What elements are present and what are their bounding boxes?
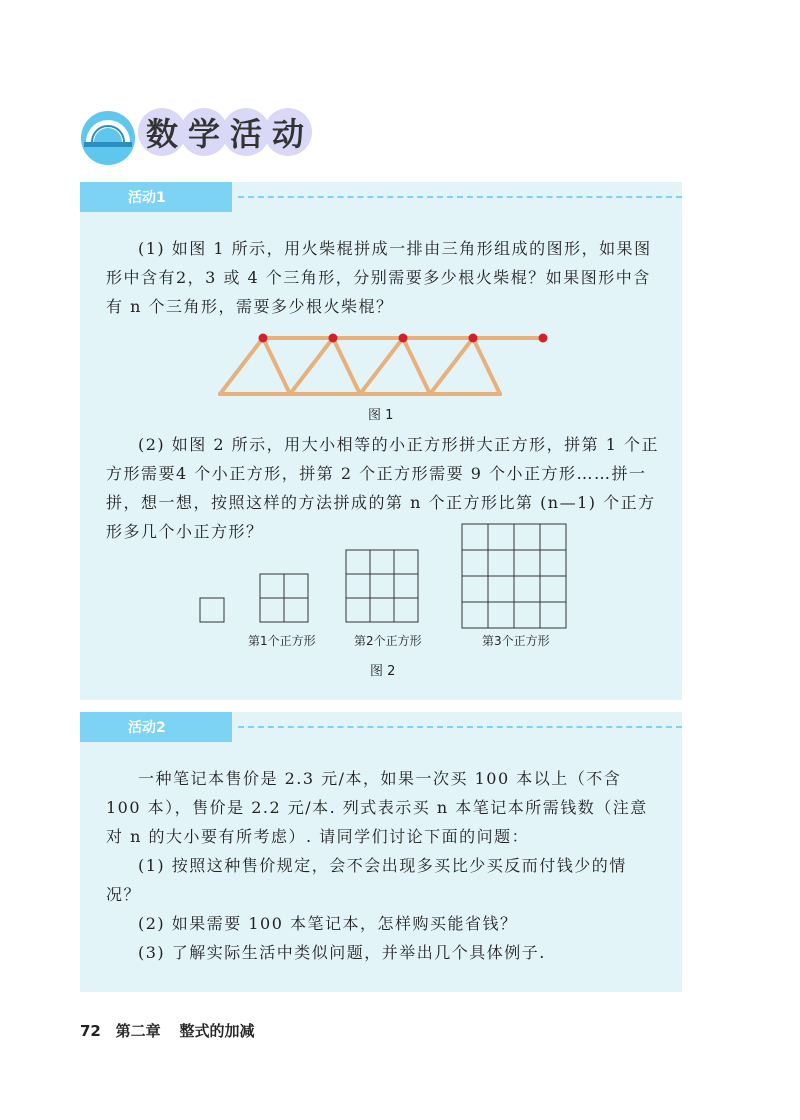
grid-cell [346,550,370,574]
activity2-q2: (2) 如果需要 100 本笔记本，怎样购买能省钱？ [138,914,518,933]
grid-cell [514,524,540,550]
figure1-caption: 图 1 [368,408,394,423]
grid-cell [394,574,418,598]
activity2-q3: (3) 了解实际生活中类似问题，并举出几个具体例子. [138,943,546,962]
page-number: 72 [80,1022,101,1040]
activity2-intro: 一种笔记本售价是 2.3 元/本，如果一次买 100 本以上（不含 100 本），售价是 2.2 元/本. 列式表示买 n 本笔记本所需钱数（注意对 n 的大小要有所考虑）. 请同学们讨论下面的问题： [106,769,648,846]
square-grids-figure [80,182,682,700]
title-char: 活 [222,108,270,156]
square-label-3: 第3个正方形 [482,634,550,648]
question2-text: (2) 如图 2 所示，用大小相等的小正方形拼大正方形，拼第 1 个正方形需要4 个小正方形，拼第 2 个正方形需要 9 个小正方形……拼一拼，想一想，按照这样的方法拼成的第 n 个正方形比第 (n—1) 个正方形多几个小正方形？ [106,435,659,541]
grid-cell [488,524,514,550]
activity2-tab: 活动2 [80,712,232,742]
square-label-2: 第2个正方形 [354,634,422,648]
grid-cell [284,598,308,622]
activity2-body [106,764,660,967]
activity1-panel [80,182,682,700]
grid-cell [200,598,224,622]
grid-cell [540,524,566,550]
page-footer [80,1020,254,1041]
grid-cell [284,574,308,598]
grid-cell [394,550,418,574]
grid-cell [462,602,488,628]
section-header [80,100,380,160]
protractor-icon [80,104,136,156]
grid-cell [370,574,394,598]
question1-text: (1) 如图 1 所示，用火柴棍拼成一排由三角形组成的图形，如果图形中含有2，3 或 4 个三角形，分别需要多少根火柴棍？如果图形中含有 n 个三角形，需要多少根火柴棍？ [106,239,652,316]
grid-cell [488,550,514,576]
grid-cell [462,524,488,550]
title-char: 学 [180,108,228,156]
grid-cell [462,576,488,602]
chapter-label: 第二章 [115,1022,161,1040]
dashed-divider [238,726,682,728]
activity2-panel [80,712,682,992]
page-title [138,108,306,156]
grid-cell [370,550,394,574]
activity2-q1: (1) 按照这种售价规定，会不会出现多买比少买反而付钱少的情况？ [106,856,627,904]
activity1-tab: 活动1 [80,182,232,212]
grid-cell [540,550,566,576]
title-char: 动 [264,108,312,156]
grid-cell [540,602,566,628]
grid-cell [462,550,488,576]
grid-cell [488,602,514,628]
grid-cell [488,576,514,602]
grid-cell [540,576,566,602]
grid-cell [370,598,394,622]
grid-cell [346,574,370,598]
figure2-caption: 图 2 [370,664,396,679]
grid-cell [260,574,284,598]
grid-cell [260,598,284,622]
grid-cell [514,576,540,602]
grid-cell [514,602,540,628]
grid-cell [394,598,418,622]
grid-cell [346,598,370,622]
grid-cell [514,550,540,576]
square-label-1: 第1个正方形 [248,634,316,648]
chapter-name: 整式的加减 [179,1022,255,1040]
title-char: 数 [138,108,186,156]
